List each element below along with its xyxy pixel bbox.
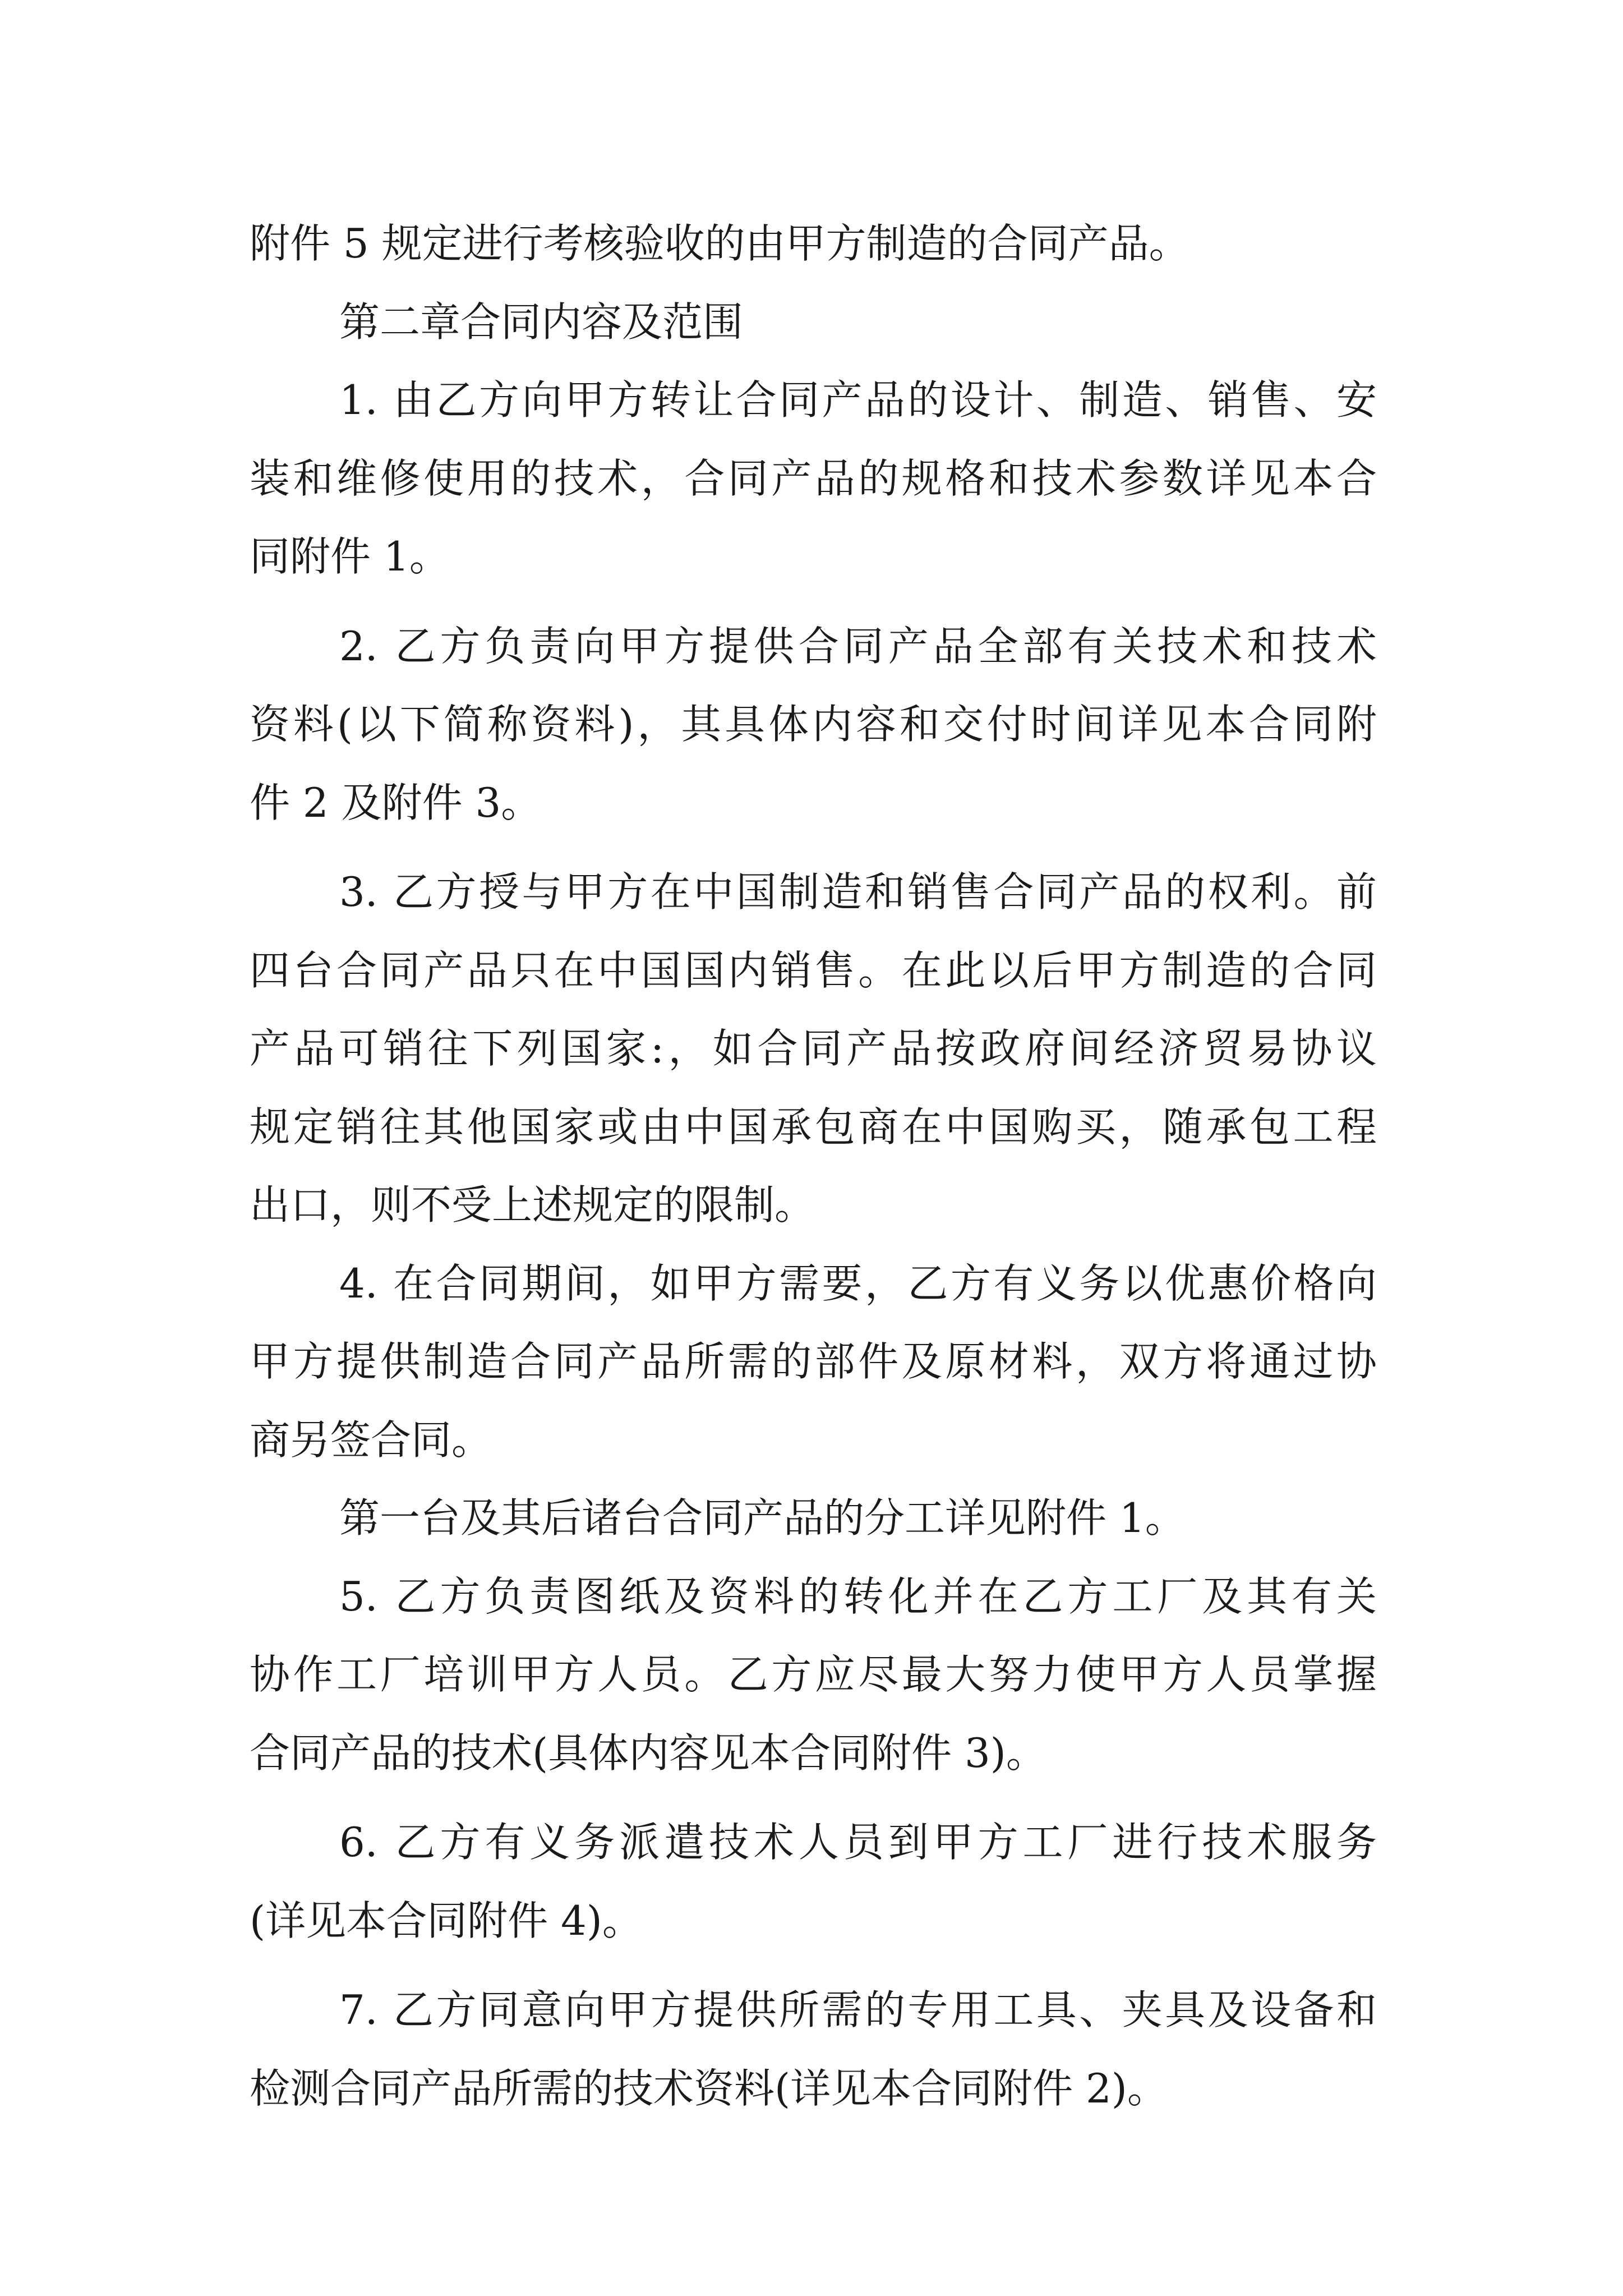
clause-1-line: 同附件 1。 (250, 533, 450, 580)
clause-7-line: 7. 乙方同意向甲方提供所需的专用工具、夹具及设备和 (339, 1986, 1377, 2033)
note-line: 第一台及其后诸台合同产品的分工详见附件 1。 (339, 1494, 1186, 1542)
clause-4-line: 商另签合同。 (250, 1416, 492, 1464)
clause-2-line: 资料(以下简称资料)，其具体内容和交付时间详见本合同附 (250, 701, 1377, 748)
clause-3-line: 规定销往其他国家或由中国承包商在中国购买，随承包工程 (250, 1103, 1377, 1151)
text-line: 附件 5 规定进行考核验收的由甲方制造的合同产品。 (250, 220, 1189, 267)
clause-6-line: (详见本合同附件 4)。 (250, 1897, 643, 1944)
clause-2-line: 2. 乙方负责向甲方提供合同产品全部有关技术和技术 (339, 622, 1377, 670)
section-heading: 第二章合同内容及范围 (339, 298, 744, 346)
clause-2-line: 件 2 及附件 3。 (250, 779, 542, 826)
clause-7-line: 检测合同产品所需的技术资料(详见本合同附件 2)。 (250, 2064, 1168, 2112)
clause-3-line: 产品可销往下列国家:，如合同产品按政府间经济贸易协议 (250, 1025, 1377, 1072)
clause-5-line: 合同产品的技术(具体内容见本合同附件 3)。 (250, 1729, 1046, 1777)
clause-5-line: 协作工厂培训甲方人员。乙方应尽最大努力使甲方人员掌握 (250, 1651, 1377, 1698)
clause-3-line: 四台合同产品只在中国国内销售。在此以后甲方制造的合同 (250, 946, 1377, 994)
clause-4-line: 甲方提供制造合同产品所需的部件及原材料，双方将通过协 (250, 1338, 1377, 1385)
clause-1-line: 装和维修使用的技术，合同产品的规格和技术参数详见本合 (250, 454, 1377, 502)
clause-5-line: 5. 乙方负责图纸及资料的转化并在乙方工厂及其有关 (339, 1572, 1377, 1620)
clause-6-line: 6. 乙方有义务派遣技术人员到甲方工厂进行技术服务 (339, 1819, 1377, 1866)
document-body (250, 205, 1377, 2128)
clause-3-line: 3. 乙方授与甲方在中国制造和销售合同产品的权利。前 (339, 868, 1377, 915)
clause-3-line: 出口，则不受上述规定的限制。 (250, 1181, 815, 1228)
clause-4-line: 4. 在合同期间，如甲方需要，乙方有义务以优惠价格向 (339, 1259, 1377, 1307)
clause-1-line: 1. 由乙方向甲方转让合同产品的设计、制造、销售、安 (339, 376, 1377, 424)
